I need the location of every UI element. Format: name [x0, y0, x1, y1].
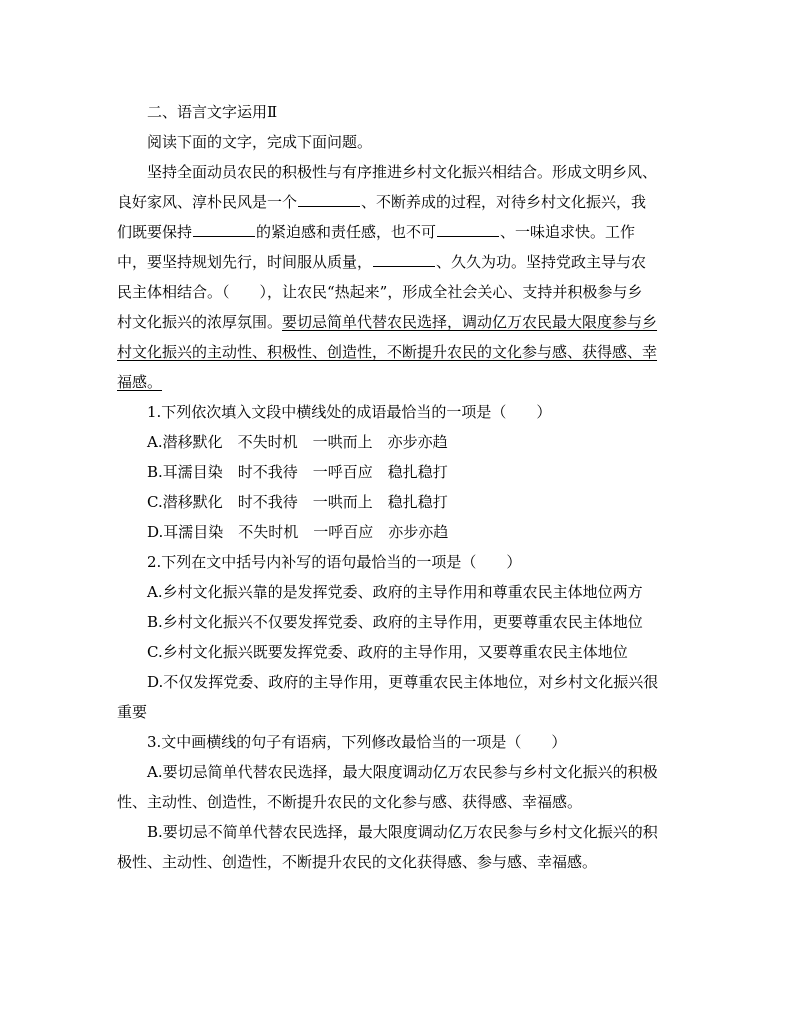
option-b-continued: 极性、主动性、创造性，不断提升农民的文化获得感、参与感、幸福感。 — [117, 853, 598, 871]
text: 、一味追求快。工作 — [500, 223, 636, 241]
option-a: A.潜移默化 不失时机 一哄而上 亦步亦趋 — [147, 433, 448, 451]
fill-blank-1 — [298, 191, 360, 207]
fill-blank-2 — [193, 221, 255, 237]
text: 的紧迫感和责任感，也不可 — [256, 223, 437, 241]
passage-line — [117, 307, 677, 337]
question-stem: 2.下列在文中括号内补写的语句最恰当的一项是（ ） — [147, 553, 522, 571]
text: 们既要保持 — [117, 223, 193, 241]
text: 良好家风、淳朴民风是一个 — [117, 193, 298, 211]
option-d: D.耳濡目染 不失时机 一呼百应 亦步亦趋 — [147, 523, 449, 541]
option-c: C.乡村文化振兴既要发挥党委、政府的主导作用，又要尊重农民主体地位 — [147, 643, 628, 661]
text: 村文化振兴的浓厚氛围。 — [117, 313, 283, 331]
text: 中，要坚持规划先行，时间服从质量， — [117, 253, 373, 271]
option-a-continued: 性、主动性、创造性，不断提升农民的文化参与感、获得感、幸福感。 — [117, 793, 583, 811]
question-2 — [117, 547, 677, 727]
option-a: A.要切忌简单代替农民选择，最大限度调动亿万农民参与乡村文化振兴的积极 — [147, 763, 658, 781]
passage — [117, 157, 677, 397]
passage-line — [117, 247, 677, 277]
passage-line: 民主体相结合。（ ），让农民“热起来”，形成全社会关心、支持并积极参与乡 — [117, 283, 643, 301]
passage-line — [117, 367, 677, 397]
option-d: D.不仅发挥党委、政府的主导作用，更尊重农民主体地位，对乡村文化振兴很 — [147, 673, 659, 691]
instruction: 阅读下面的文字，完成下面问题。 — [147, 133, 373, 151]
passage-line — [117, 187, 677, 217]
option-a: A.乡村文化振兴靠的是发挥党委、政府的主导作用和尊重农民主体地位两方 — [147, 583, 643, 601]
fill-blank-4 — [373, 251, 435, 267]
text: 、久久为功。坚持党政主导与农 — [436, 253, 647, 271]
passage-line — [117, 217, 677, 247]
question-1 — [117, 397, 677, 547]
section-title: 二、语言文字运用Ⅱ — [147, 103, 278, 121]
document-content — [117, 97, 677, 877]
text: 、不断养成的过程，对待乡村文化振兴，我 — [361, 193, 647, 211]
question-3 — [117, 727, 677, 877]
option-b: B.要切忌不简单代替农民选择，最大限度调动亿万农民参与乡村文化振兴的积 — [147, 823, 658, 841]
fill-blank-3 — [437, 221, 499, 237]
option-c: C.潜移默化 时不我待 一哄而上 稳扎稳打 — [147, 493, 448, 511]
question-stem: 1.下列依次填入文段中横线处的成语最恰当的一项是（ ） — [147, 403, 552, 421]
underlined-sentence: 要切忌简单代替农民选择，调动亿万农民最大限度参与乡 — [282, 313, 658, 331]
option-b: B.耳濡目染 时不我待 一呼百应 稳扎稳打 — [147, 463, 448, 481]
option-d-continued: 重要 — [117, 703, 148, 721]
underlined-sentence: 村文化振兴的主动性、积极性、创造性，不断提升农民的文化参与感、获得感、幸 — [117, 343, 658, 361]
option-b: B.乡村文化振兴不仅要发挥党委、政府的主导作用，更要尊重农民主体地位 — [147, 613, 643, 631]
passage-line: 坚持全面动员农民的积极性与有序推进乡村文化振兴相结合。形成文明乡风、 — [147, 163, 658, 181]
underlined-sentence: 福感。 — [117, 373, 163, 391]
question-stem: 3.文中画横线的句子有语病，下列修改最恰当的一项是（ ） — [147, 733, 567, 751]
